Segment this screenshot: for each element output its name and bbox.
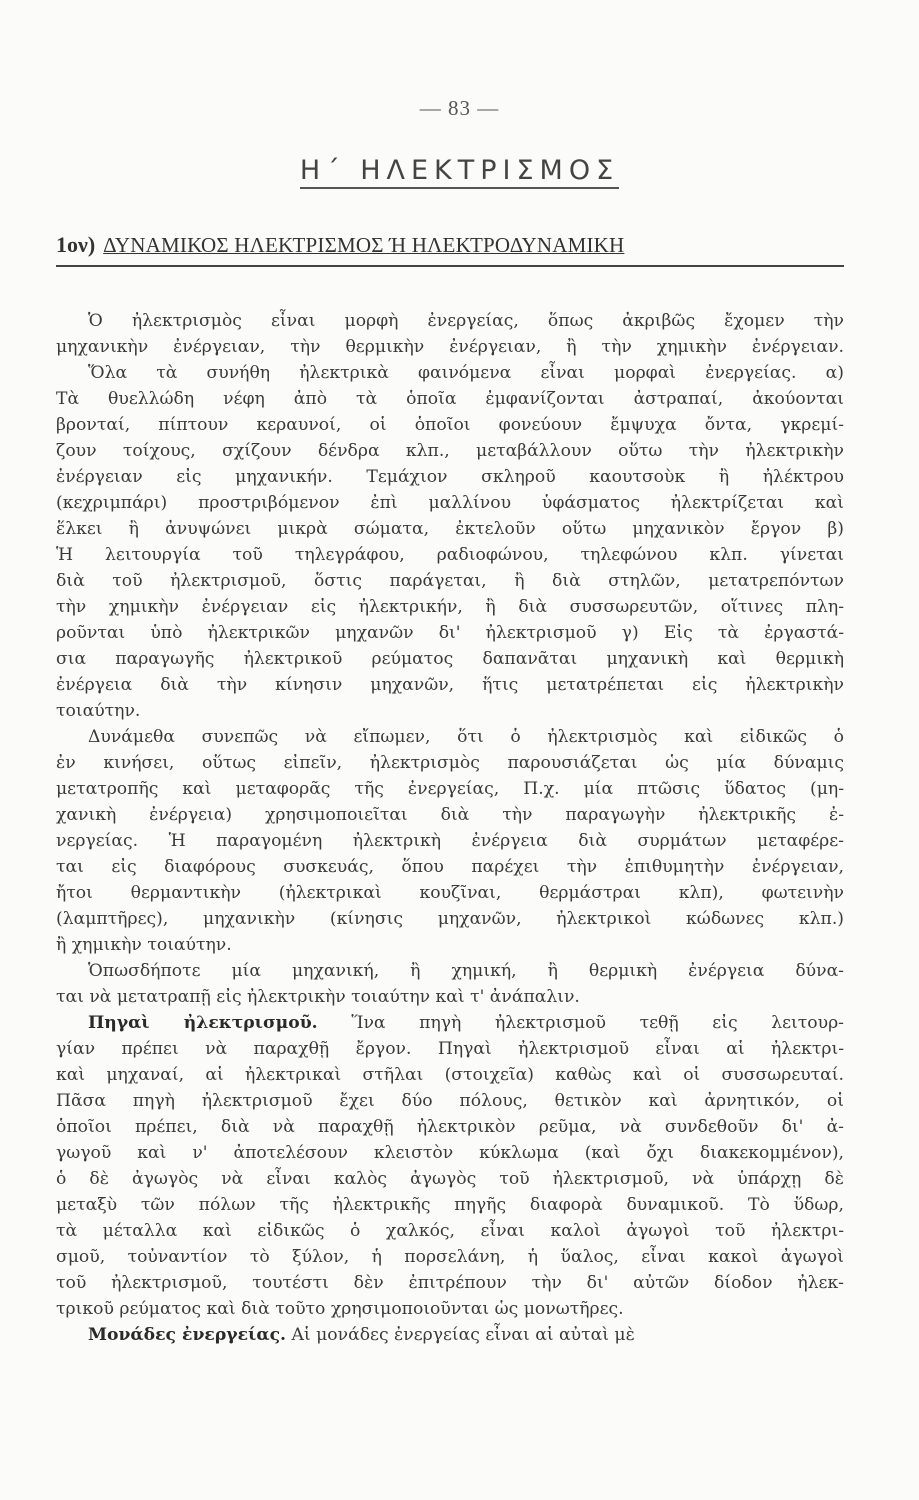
text-line: μηχανικὴν ἐνέργειαν, τὴν θερμικὴν ἐνέργειαν, ἢ τὴν χημικὴν ἐνέργειαν.	[56, 337, 844, 357]
text-line: ἐνέργειαν εἰς μηχανικήν. Τεμάχιον σκληροῦ καουτσοὺκ ἢ ἠλέκτρου	[56, 467, 844, 487]
text-line: διὰ τοῦ ἠλεκτρισμοῦ, ὅστις παράγεται, ἢ διὰ στηλῶν, μετατρεπόντων	[56, 571, 844, 591]
text-line: ροῦνται ὑπὸ ἠλεκτρικῶν μηχανῶν δι' ἠλεκτρισμοῦ γ) Εἰς τὰ ἐργαστά-	[56, 623, 844, 643]
text-line: τοιαύτην.	[56, 701, 141, 721]
text-line: μεταξὺ τῶν πόλων τῆς ἠλεκτρικῆς πηγῆς διαφορὰ δυναμικοῦ. Τὸ ὕδωρ,	[56, 1195, 844, 1215]
text-line: τὰ μέταλλα καὶ εἰδικῶς ὁ χαλκός, εἶναι καλοὶ ἀγωγοὶ τοῦ ἠλεκτρι-	[56, 1221, 844, 1241]
text-line: ται νὰ μετατραπῇ εἰς ἠλεκτρικὴν τοιαύτην καὶ τ' ἀνάπαλιν.	[56, 987, 580, 1007]
section-number: 1ον)	[56, 232, 96, 257]
chapter-title	[0, 155, 919, 186]
text-line: μετατροπῆς καὶ μεταφορᾶς τῆς ἐνεργείας, Π.χ. μία πτῶσις ὕδατος (μη-	[56, 779, 844, 799]
section-title: ΔΥΝΑΜΙΚΟΣ ΗΛΕΚΤΡΙΣΜΟΣ Ή ΗΛΕΚΤΡΟΔΥΝΑΜΙΚΗ	[103, 233, 625, 257]
text-line	[56, 1010, 844, 1036]
text-line: Δυνάμεθα συνεπῶς νὰ εἴπωμεν, ὅτι ὁ ἠλεκτρισμὸς καὶ εἰδικῶς ὁ	[88, 727, 844, 747]
paragraph-heading: Μονάδες ἐνεργείας.	[88, 1325, 287, 1345]
text-line: ἐν κινήσει, οὕτως εἰπεῖν, ἠλεκτρισμὸς παρουσιάζεται ὡς μία δύναμις	[56, 753, 844, 773]
text-line: (κεχριμπάρι) προστριβόμενον ἐπὶ μαλλίνου ὑφάσματος ἠλεκτρίζεται καὶ	[56, 493, 844, 513]
text-line: ὁποῖοι πρέπει, διὰ νὰ παραχθῇ ἠλεκτρικὸν ρεῦμα, νὰ συνδεθοῦν δι' ἀ-	[56, 1117, 844, 1137]
text-line: τὴν χημικὴν ἐνέργειαν εἰς ἠλεκτρικήν, ἢ διὰ συσσωρευτῶν, οἵτινες πλη-	[56, 597, 844, 617]
text-line: Ὅλα τὰ συνήθη ἠλεκτρικὰ φαινόμενα εἶναι μορφαὶ ἐνεργείας. α)	[88, 363, 844, 383]
text-line: Ὁπωσδήποτε μία μηχανική, ἢ χημική, ἢ θερμικὴ ἐνέργεια δύνα-	[88, 961, 844, 981]
text-line: ὁ δὲ ἀγωγὸς νὰ εἶναι καλὸς ἀγωγὸς τοῦ ἠλεκτρισμοῦ, νὰ ὑπάρχῃ δὲ	[56, 1169, 844, 1189]
text-line: ἐνέργεια διὰ τὴν κίνησιν μηχανῶν, ἥτις μετατρέπεται εἰς ἠλεκτρικὴν	[56, 675, 844, 695]
section-divider	[56, 265, 844, 267]
text-line: ζουν τοίχους, σχίζουν δένδρα κλπ., μεταβάλλουν οὕτω τὴν ἠλεκτρικὴν	[56, 441, 844, 461]
text-line: σμοῦ, τοὐναντίον τὸ ξύλον, ἡ πορσελάνη, ἡ ὕαλος, εἶναι κακοὶ ἀγωγοὶ	[56, 1247, 844, 1267]
text-line: τρικοῦ ρεύματος καὶ διὰ τοῦτο χρησιμοποιοῦνται ὡς μονωτῆρες.	[56, 1299, 624, 1319]
text-line: σια παραγωγῆς ἠλεκτρικοῦ ρεύματος δαπανᾶται μηχανικὴ καὶ θερμικὴ	[56, 649, 844, 669]
chapter-title-text: Η΄ ΗΛΕΚΤΡΙΣΜΟΣ	[300, 155, 619, 189]
paragraph-heading: Πηγαὶ ἠλεκτρισμοῦ.	[88, 1013, 318, 1033]
page-number: — 83 —	[419, 96, 500, 120]
text-line: χανικὴ ἐνέργεια) χρησιμοποιεῖται διὰ τὴν παραγωγὴν ἠλεκτρικῆς ἐ-	[56, 805, 844, 825]
text-line: γίαν πρέπει νὰ παραχθῇ ἔργον. Πηγαὶ ἠλεκτρισμοῦ εἶναι αἱ ἠλεκτρι-	[56, 1039, 844, 1059]
section-heading	[56, 232, 846, 258]
text-line	[56, 1322, 844, 1348]
paragraph-text: Ἵνα πηγὴ ἠλεκτρισμοῦ τεθῇ εἰς λειτουρ-	[317, 1013, 844, 1033]
text-line: Τὰ θυελλώδη νέφη ἀπὸ τὰ ὁποῖα ἐμφανίζονται ἀστραπαί, ἀκούονται	[56, 389, 844, 409]
text-line: Ἡ λειτουργία τοῦ τηλεγράφου, ραδιοφώνου, τηλεφώνου κλπ. γίνεται	[56, 545, 844, 565]
text-line: Ὁ ἠλεκτρισμὸς εἶναι μορφὴ ἐνεργείας, ὅπως ἀκριβῶς ἔχομεν τὴν	[88, 311, 844, 331]
text-line: ται εἰς διαφόρους συσκευάς, ὅπου παρέχει τὴν ἐπιθυμητὴν ἐνέργειαν,	[56, 857, 844, 877]
text-line: Πᾶσα πηγὴ ἠλεκτρισμοῦ ἔχει δύο πόλους, θετικὸν καὶ ἀρνητικόν, οἱ	[56, 1091, 844, 1111]
text-line: νεργείας. Ἡ παραγομένη ἠλεκτρικὴ ἐνέργεια διὰ συρμάτων μεταφέρε-	[56, 831, 844, 851]
text-line: καὶ μηχαναί, αἱ ἠλεκτρικαὶ στῆλαι (στοιχεῖα) καθὼς καὶ οἱ συσσωρευταί.	[56, 1065, 844, 1085]
paragraph-text: Αἱ μονάδες ἐνεργείας εἶναι αἱ αὐταὶ μὲ	[286, 1325, 635, 1345]
text-line: ἤτοι θερμαντικὴν (ἠλεκτρικαὶ κουζῖναι, θερμάστραι κλπ), φωτεινὴν	[56, 883, 844, 903]
text-line: ἕλκει ἢ ἀνυψώνει μικρὰ σώματα, ἐκτελοῦν οὕτω μηχανικὸν ἔργον β)	[56, 519, 844, 539]
text-line: ἢ χημικὴν τοιαύτην.	[56, 935, 232, 955]
text-line: γωγοῦ καὶ ν' ἀποτελέσουν κλειστὸν κύκλωμα (καὶ ὄχι διακεκομμένον),	[56, 1143, 844, 1163]
text-line: βρονταί, πίπτουν κεραυνοί, οἱ ὁποῖοι φονεύουν ἔμψυχα ὄντα, γκρεμί-	[56, 415, 844, 435]
text-line: τοῦ ἠλεκτρισμοῦ, τουτέστι δὲν ἐπιτρέπουν τὴν δι' αὐτῶν δίοδον ἠλεκ-	[56, 1273, 844, 1293]
text-line: (λαμπτῆρες), μηχανικὴν (κίνησις μηχανῶν, ἠλεκτρικοὶ κώδωνες κλπ.)	[56, 909, 844, 929]
